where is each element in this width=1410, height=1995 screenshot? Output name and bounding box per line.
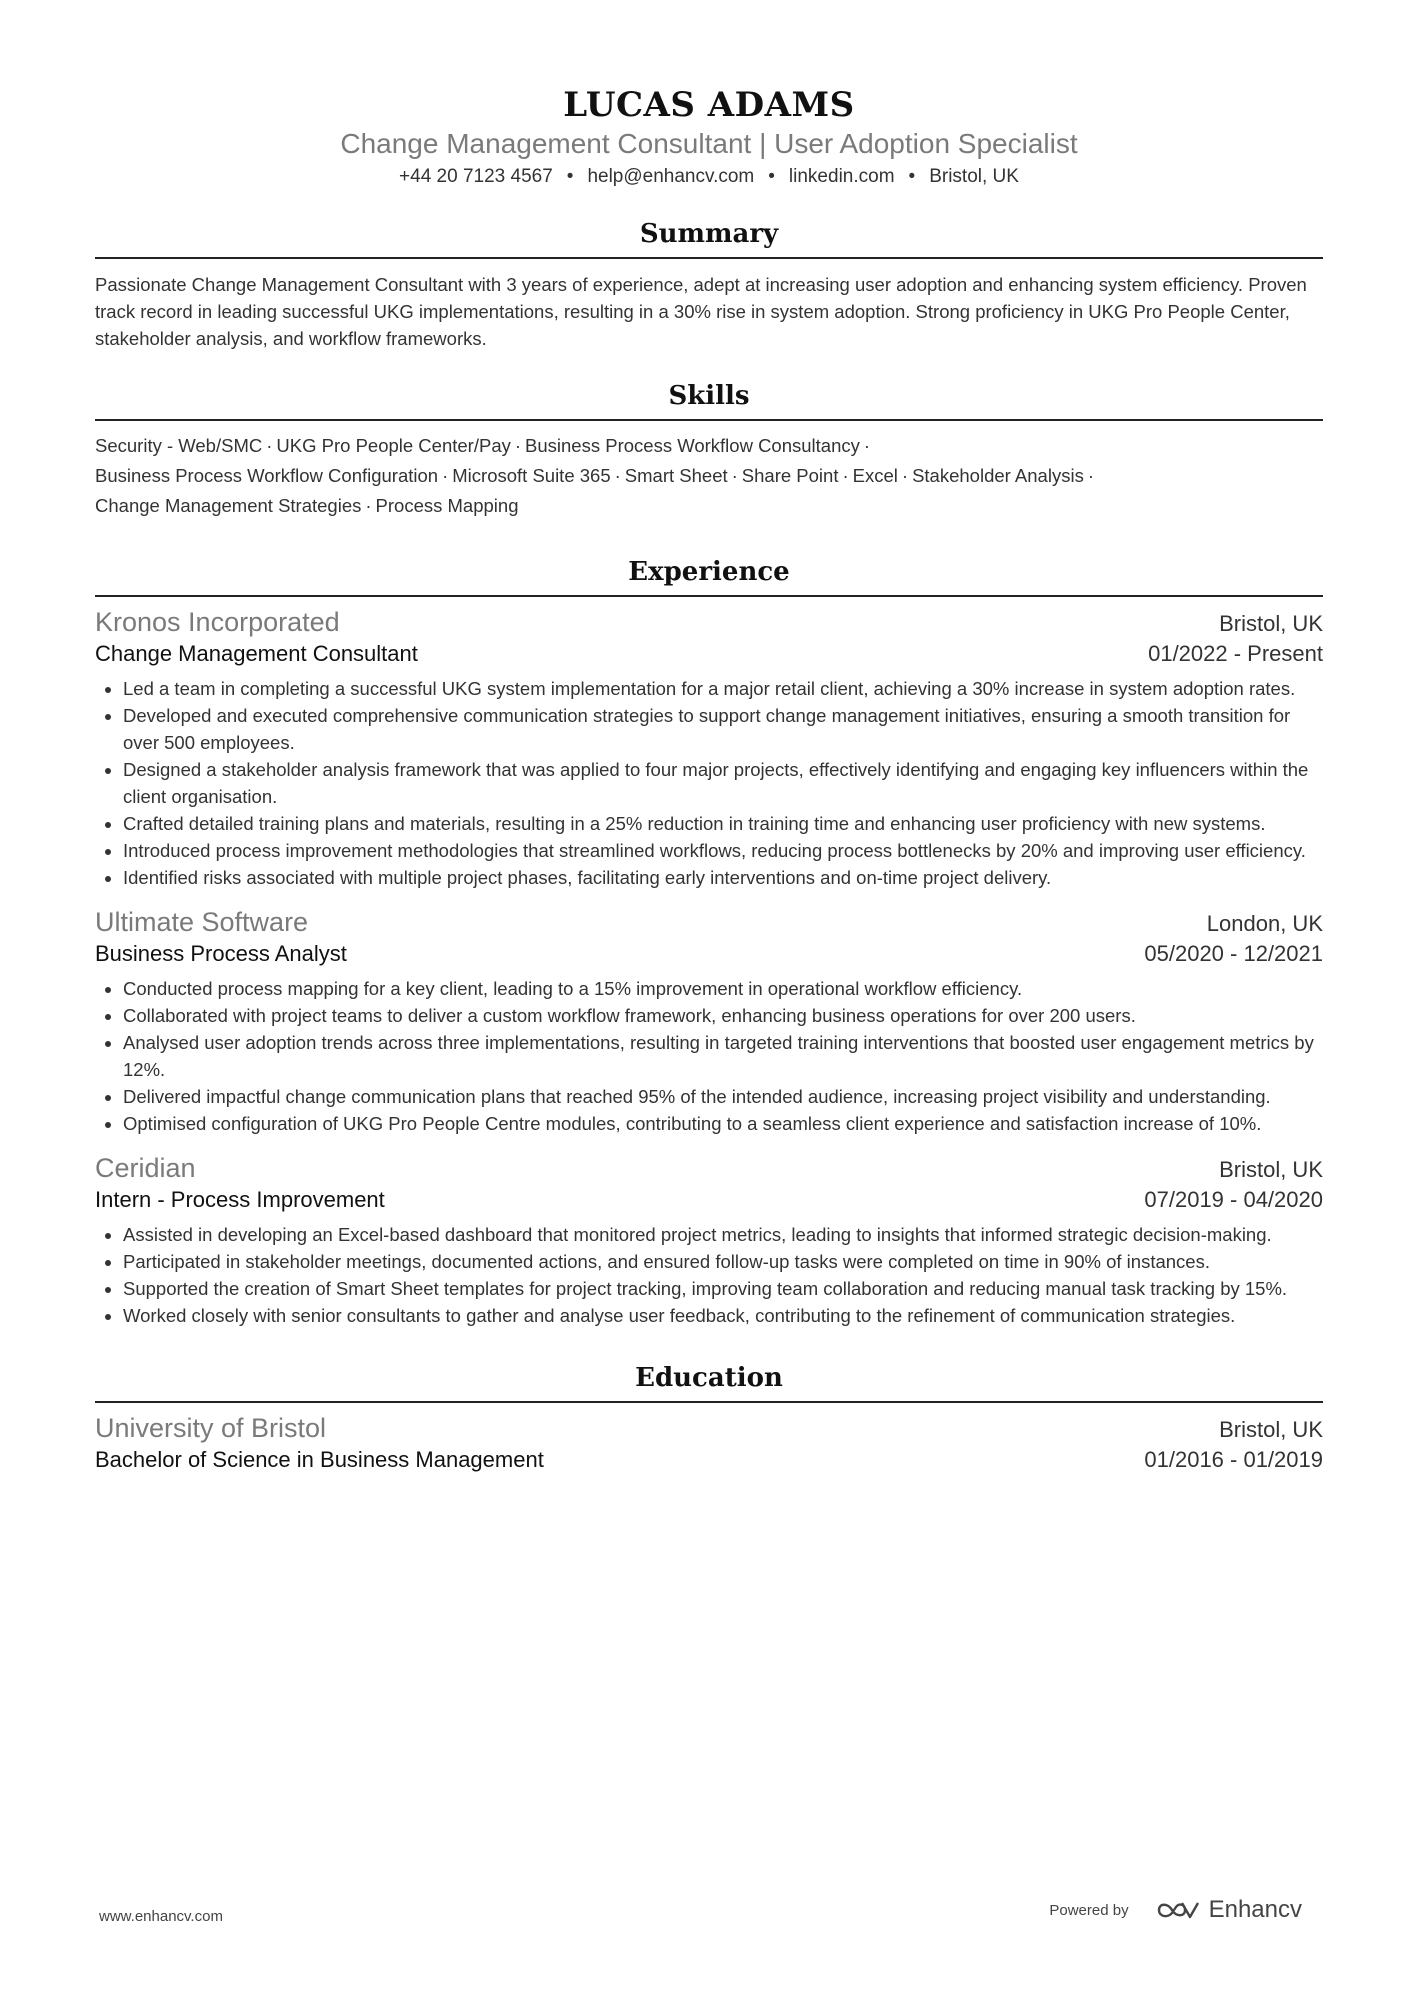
- experience-section: [95, 555, 1323, 1329]
- skill-separator: ·: [365, 495, 372, 516]
- achievement-item: • Worked closely with senior consultants to gather and analyse user feedback, contributing to the refinement of communication strategies.: [123, 1302, 1323, 1329]
- skills-heading: Skills: [668, 381, 750, 411]
- experience-entry: [95, 1151, 1323, 1329]
- achievement-item: • Identified risks associated with multiple project phases, facilitating early interventions and on-time project delivery.: [123, 864, 1323, 891]
- company-name: Ceridian: [95, 1153, 196, 1183]
- entry-header-row: [95, 1411, 1323, 1445]
- skill-separator: ·: [442, 465, 449, 486]
- contact-line: [95, 164, 1323, 190]
- achievement-item: • Introduced process improvement methodologies that streamlined workflows, reducing process bottlenecks by 20% and improving user efficiency.: [123, 837, 1323, 864]
- skills-section: [95, 379, 1323, 521]
- summary-heading: Summary: [639, 219, 779, 249]
- skill-item: Security - Web/SMC: [95, 435, 263, 456]
- entry-role-row: [95, 1445, 1323, 1475]
- entry-dates: 01/2016 - 01/2019: [1144, 1447, 1323, 1472]
- entry-role-row: [95, 939, 1323, 969]
- section-divider: [95, 257, 1323, 259]
- achievement-list: [95, 675, 1323, 891]
- skill-item: Share Point: [741, 465, 839, 486]
- achievement-item: • Assisted in developing an Excel-based dashboard that monitored project metrics, leading to insights that informed strategic decision-making.: [123, 1221, 1323, 1248]
- skill-item: Business Process Workflow Consultancy: [525, 435, 860, 456]
- entry-location: Bristol, UK: [1219, 1157, 1323, 1182]
- section-divider: [95, 1401, 1323, 1403]
- achievement-item: • Developed and executed comprehensive communication strategies to support change management initiatives, ensuring a smooth transition for over 500 employees.: [123, 702, 1323, 756]
- entry-dates: 01/2022 - Present: [1148, 641, 1323, 666]
- skill-item: Stakeholder Analysis: [912, 465, 1084, 486]
- experience-entry: [95, 905, 1323, 1137]
- skill-separator: ·: [1087, 465, 1094, 486]
- degree-name: Bachelor of Science in Business Management: [95, 1447, 544, 1472]
- skill-item: Business Process Workflow Configuration: [95, 465, 439, 486]
- job-role: Business Process Analyst: [95, 941, 347, 966]
- candidate-title: Change Management Consultant | User Adoption Specialist: [340, 128, 1078, 159]
- experience-entry: [95, 605, 1323, 891]
- skills-list: [95, 431, 1323, 521]
- skill-item: UKG Pro People Center/Pay: [276, 435, 511, 456]
- achievement-item: • Collaborated with project teams to deliver a custom workflow framework, enhancing business operations for over 200 users.: [123, 1002, 1323, 1029]
- contact-separator: •: [768, 166, 775, 187]
- contact-separator: •: [908, 166, 916, 187]
- skill-separator: ·: [514, 435, 522, 456]
- skill-separator: ·: [266, 435, 273, 456]
- achievement-item: • Crafted detailed training plans and materials, resulting in a 25% reduction in training time and enhancing user proficiency with new systems.: [123, 810, 1323, 837]
- skill-item: Change Management Strategies: [95, 495, 362, 516]
- enhancv-logo-icon: [1155, 1898, 1201, 1922]
- entry-location: Bristol, UK: [1219, 611, 1323, 636]
- summary-text: Passionate Change Management Consultant with 3 years of experience, adept at increasing user adoption and enhancing system efficiency. Proven track record in leading successful UKG implementations, resulting in a 30% rise in system adoption. Strong proficiency in UKG Pro People Center, stakeholder analysis, and workflow frameworks.: [95, 274, 1307, 349]
- contact-email[interactable]: help@enhancv.com: [587, 166, 755, 187]
- achievement-item: • Supported the creation of Smart Sheet templates for project tracking, improving team collaboration and reducing manual task tracking by 15%.: [123, 1275, 1323, 1302]
- skill-item: Process Mapping: [375, 495, 519, 516]
- footer-branding: [1049, 1896, 1302, 1924]
- entry-location: Bristol, UK: [1219, 1417, 1323, 1442]
- entry-role-row: [95, 1185, 1323, 1215]
- skill-separator: ·: [863, 435, 871, 456]
- achievement-item: • Analysed user adoption trends across three implementations, resulting in targeted training interventions that boosted user engagement metrics by 12%.: [123, 1029, 1323, 1083]
- achievement-item: • Optimised configuration of UKG Pro People Centre modules, contributing to a seamless client experience and satisfaction increase of 10%.: [123, 1110, 1323, 1137]
- section-divider: [95, 419, 1323, 421]
- school-name: University of Bristol: [95, 1413, 327, 1443]
- entry-header-row: [95, 1151, 1323, 1185]
- education-heading: Education: [635, 1363, 783, 1393]
- education-section: [95, 1361, 1323, 1475]
- summary-section: [95, 217, 1323, 352]
- skill-separator: ·: [614, 465, 621, 486]
- achievement-item: • Designed a stakeholder analysis framework that was applied to four major projects, effectively identifying and engaging key influencers within the client organisation.: [123, 756, 1323, 810]
- achievement-list: [95, 975, 1323, 1137]
- skill-separator: ·: [842, 465, 849, 486]
- footer-website[interactable]: www.enhancv.com: [99, 1908, 223, 1925]
- contact-location: Bristol, UK: [929, 166, 1019, 187]
- skill-item: Microsoft Suite 365: [452, 465, 611, 486]
- contact-separator: •: [566, 166, 574, 187]
- resume-header: [95, 84, 1323, 190]
- job-role: Change Management Consultant: [95, 641, 418, 666]
- achievement-item: • Delivered impactful change communication plans that reached 95% of the intended audience, increasing project visibility and understanding.: [123, 1083, 1323, 1110]
- brand-name: Enhancv: [1208, 1896, 1302, 1923]
- entry-header-row: [95, 905, 1323, 939]
- entry-header-row: [95, 605, 1323, 639]
- achievement-item: • Conducted process mapping for a key client, leading to a 15% improvement in operational workflow efficiency.: [123, 975, 1323, 1002]
- skill-item: Excel: [852, 465, 898, 486]
- powered-by-label: Powered by: [1049, 1901, 1129, 1919]
- education-entry: [95, 1411, 1323, 1475]
- entry-role-row: [95, 639, 1323, 669]
- achievement-item: • Participated in stakeholder meetings, documented actions, and ensured follow-up tasks were completed on time in 90% of instances.: [123, 1248, 1323, 1275]
- skill-separator: ·: [901, 465, 909, 486]
- entry-dates: 05/2020 - 12/2021: [1144, 941, 1323, 966]
- experience-heading: Experience: [628, 557, 790, 587]
- entry-location: London, UK: [1206, 911, 1323, 936]
- company-name: Ultimate Software: [95, 907, 309, 937]
- candidate-name: LUCAS ADAMS: [563, 85, 855, 125]
- achievement-list: [95, 1221, 1323, 1329]
- job-role: Intern - Process Improvement: [95, 1187, 385, 1212]
- achievement-item: • Led a team in completing a successful UKG system implementation for a major retail client, achieving a 30% increase in system adoption rates.: [123, 675, 1323, 702]
- resume-page: [95, 0, 1323, 1475]
- skill-item: Smart Sheet: [624, 465, 728, 486]
- brand-logo[interactable]: [1155, 1896, 1302, 1924]
- skill-separator: ·: [731, 465, 738, 486]
- entry-dates: 07/2019 - 04/2020: [1144, 1187, 1323, 1212]
- contact-linkedin[interactable]: linkedin.com: [788, 166, 895, 187]
- section-divider: [95, 595, 1323, 597]
- company-name: Kronos Incorporated: [95, 607, 340, 637]
- contact-phone: +44 20 7123 4567: [399, 166, 553, 187]
